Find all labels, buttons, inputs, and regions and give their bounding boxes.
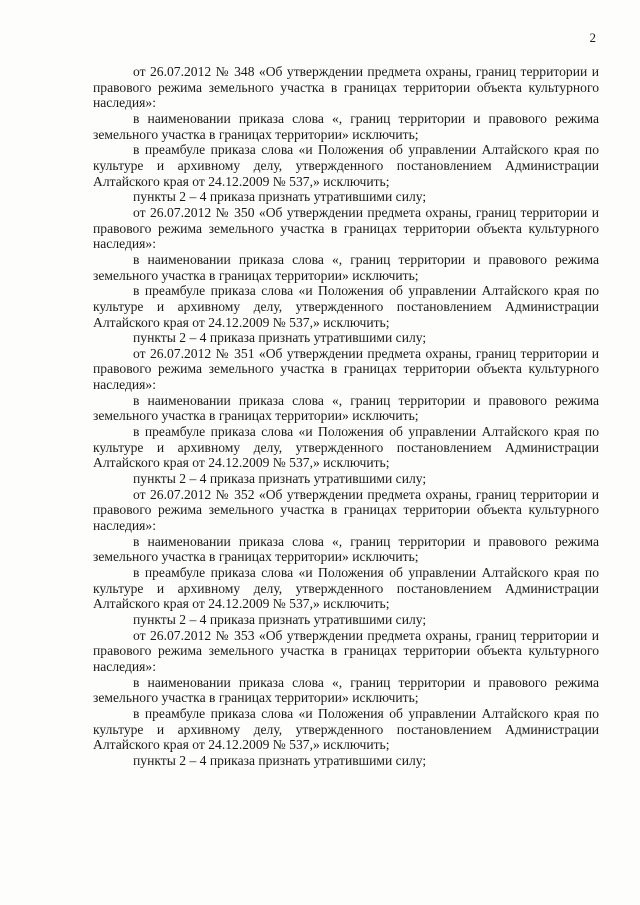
page-number: 2 — [589, 30, 596, 45]
paragraph: в наименовании приказа слова «, границ территории и правового режима земельного участка в границах территории» исключить; — [93, 392, 599, 424]
paragraph: пункты 2 – 4 приказа признать утратившими силу; — [133, 471, 427, 487]
paragraph: в наименовании приказа слова «, границ территории и правового режима земельного участка в границах территории» исключить; — [93, 251, 599, 283]
paragraph: пункты 2 – 4 приказа признать утратившими силу; — [133, 611, 427, 627]
paragraph: от 26.07.2012 № 351 «Об утверждении предмета охраны, границ территории и правового режима земельного участка в границах территории объекта культурного наследия»: — [93, 345, 599, 393]
paragraph: в преамбуле приказа слова «и Положения об управлении Алтайского края по культуре и архивному делу, утвержденного постановлением Администрации Алтайского края от 24.12.2009 № 537,» исключить; — [93, 424, 599, 471]
paragraph: пункты 2 – 4 приказа признать утратившими силу; — [133, 330, 427, 346]
paragraph: в преамбуле приказа слова «и Положения об управлении Алтайского края по культуре и архивному делу, утвержденного постановлением Администрации Алтайского края от 24.12.2009 № 537,» исключить; — [93, 283, 599, 330]
document-body — [93, 64, 599, 769]
paragraph: от 26.07.2012 № 348 «Об утверждении предмета охраны, границ территории и правового режима земельного участка в границах территории объекта культурного наследия»: — [93, 64, 599, 111]
paragraph: в преамбуле приказа слова «и Положения об управлении Алтайского края по культуре и архивному делу, утвержденного постановлением Администрации Алтайского края от 24.12.2009 № 537,» исключить; — [93, 142, 599, 189]
paragraph: от 26.07.2012 № 350 «Об утверждении предмета охраны, границ территории и правового режима земельного участка в границах территории объекта культурного наследия»: — [93, 204, 599, 252]
paragraph: в преамбуле приказа слова «и Положения об управлении Алтайского края по культуре и архивному делу, утвержденного постановлением Администрации Алтайского края от 24.12.2009 № 537,» исключить; — [93, 565, 599, 612]
paragraph: в наименовании приказа слова «, границ территории и правового режима земельного участка в границах территории» исключить; — [93, 533, 599, 565]
paragraph: пункты 2 – 4 приказа признать утратившими силу; — [133, 752, 427, 768]
paragraph: в наименовании приказа слова «, границ территории и правового режима земельного участка в границах территории» исключить; — [93, 674, 599, 706]
paragraph: пункты 2 – 4 приказа признать утратившими силу; — [133, 189, 427, 205]
paragraph: от 26.07.2012 № 353 «Об утверждении предмета охраны, границ территории и правового режима земельного участка в границах территории объекта культурного наследия»: — [93, 627, 599, 674]
paragraph: в наименовании приказа слова «, границ территории и правового режима земельного участка в границах территории» исключить; — [93, 110, 599, 142]
paragraph: в преамбуле приказа слова «и Положения об управлении Алтайского края по культуре и архивному делу, утвержденного постановлением Администрации Алтайского края от 24.12.2009 № 537,» исключить; — [93, 705, 599, 753]
paragraph: от 26.07.2012 № 352 «Об утверждении предмета охраны, границ территории и правового режима земельного участка в границах территории объекта культурного наследия»: — [93, 486, 599, 534]
